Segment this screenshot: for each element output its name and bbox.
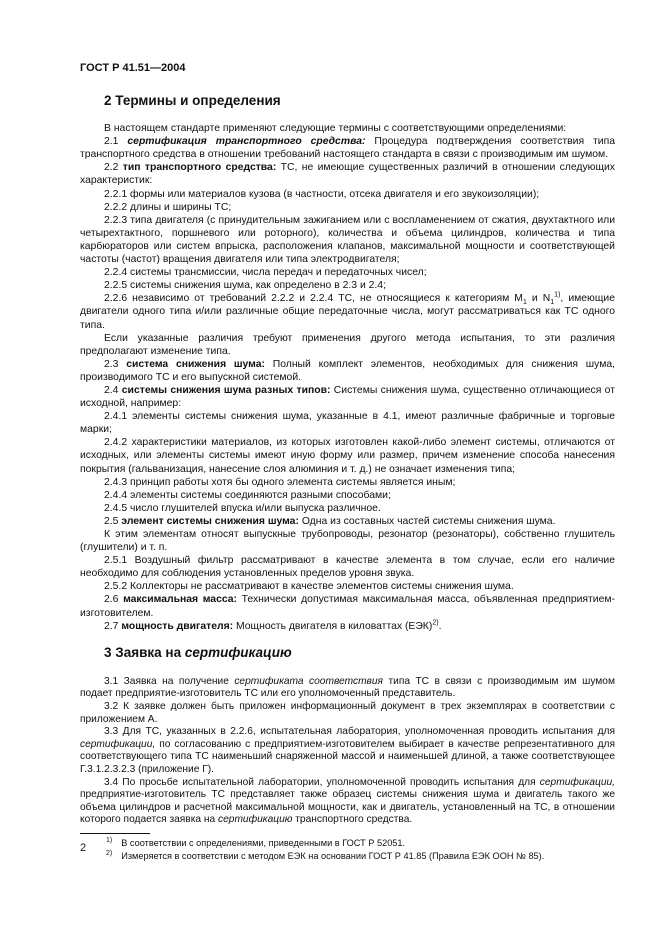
footnote-1: $^{1)}$ В соответствии с определениями, приведенными в ГОСТ Р 52051.: [106, 836, 406, 848]
term-2-7: мощность двигателя:: [121, 620, 234, 632]
paragraph-2-2: 2.2 тип транспортного средства: ТС, не имеющие существенных различий в отношении следующих характеристик:: [80, 162, 615, 187]
paragraph-2-4-5: 2.4.5 число глушителей впуска и/или выпуска различное.: [104, 502, 381, 514]
paragraph-2-7: 2.7 мощность двигателя: Мощность двигателя в киловаттах (ЕЭК)$^{2)}$.: [104, 619, 442, 632]
paragraph-differences: Если указанные различия требуют применения другого метода испытания, то эти различия предполагают изменение типа.: [80, 332, 615, 357]
paragraph-2-1: 2.1 сертификация транспортного средства: Процедура подтверждения соответствия типа транспортного средства в отношении требований настоящего стандарта в связи с производимым им шумом.: [80, 136, 615, 161]
term-2-5: элемент системы снижения шума:: [121, 515, 299, 527]
footnote-2: $^{2)}$ Измеряется в соответствии с методом ЕЭК на основании ГОСТ Р 41.85 (Правила ЕЭК ООН № 85).: [106, 849, 545, 861]
section-3-title: 3 Заявка на сертификацию: [104, 644, 292, 660]
term-2-2: тип транспортного средства:: [122, 162, 277, 174]
paragraph-2-2-4: 2.2.4 системы трансмиссии, числа передач и передаточных чисел;: [104, 267, 427, 279]
paragraph-3-2: 3.2 К заявке должен быть приложен информационный документ в трех экземплярах в соответствии с приложением А.: [80, 701, 615, 725]
paragraph-3-4: 3.4 По просьбе испытательной лаборатории, уполномоченной проводить испытания для сертификации, предприятие-изготовитель ТС представляет также образец системы снижения шума и двигатель такого же объема цилиндров и расчетной максимальной мощности, как и двигатель, установленный на ТС, в отношении которого подается заявка на сертификацию транспортного средства.: [80, 776, 615, 826]
term-2-6: максимальная масса:: [123, 594, 238, 606]
paragraph-2-2-3: 2.2.3 типа двигателя (с принудительным зажиганием или с воспламенением от сжатия, двухтактного или четырехтактного, поршневого или роторного), количества и объема цилиндров, количества и типа карбюраторов или систем впрыска, расположения клапанов, максимальной мощности и соответствующей частоты (частот) вращения двигателя или типа электродвигателя;: [80, 214, 615, 266]
paragraph-2-5: 2.5 элемент системы снижения шума: Одна из составных частей системы снижения шума.: [104, 515, 556, 527]
paragraph-2-4-2: 2.4.2 характеристики материалов, из которых изготовлен какой-либо элемент системы, отличаются от исходных, или элементы системы имеют иную форму или размер, причем изменение способа нанесения покрытия (гальванизация, нанесение слоя алюминия и т. д.) не означает изменения типа;: [80, 437, 615, 475]
paragraph-intro: В настоящем стандарте применяют следующие термины с соответствующими определениями:: [104, 123, 567, 135]
paragraph-3-3: 3.3 Для ТС, указанных в 2.2.6, испытательная лаборатория, уполномоченная проводить испытания для сертификации, по согласованию с предприятием-изготовителем выбирает в качестве репрезентативного для соответствующего типа ТС наименьший снаряженной массой и наименьшей длиной, а также соответствующее Г.3.1.2.3.2.3 (приложение Г).: [80, 726, 615, 775]
section-3-body: [80, 676, 615, 827]
term-2-1: сертификация транспортного средства:: [127, 136, 366, 148]
paragraph-3-1: 3.1 Заявка на получение сертификата соответствия типа ТС в связи с производимым им шумом подает предприятие-изготовитель ТС или его уполномоченный представитель.: [80, 675, 615, 700]
paragraph-2-6: 2.6 максимальная масса: Технически допустимая максимальная масса, объявленная предприятием-изготовителем.: [80, 594, 615, 619]
footnote-divider: [80, 833, 150, 834]
paragraph-2-2-5: 2.2.5 системы снижения шума, как определено в 2.3 и 2.4;: [104, 280, 386, 292]
paragraph-2-2-2: 2.2.2 длины и ширины ТС;: [104, 201, 232, 213]
paragraph-2-2-6: 2.2.6 независимо от требований 2.2.2 и 2.2.4 ТС, не относящиеся к категориям $М_1$ и $N_1^{1)}$, имеющие двигатели одного типа и/или различные общие передаточные числа, могут рассматриваться как ТС одного типа.: [80, 291, 615, 331]
paragraph-2-3: 2.3 система снижения шума: Полный комплект элементов, необходимых для снижения шума, производимого ТС и его выпускной системой.: [80, 358, 616, 383]
term-2-4: системы снижения шума разных типов:: [121, 384, 331, 396]
section-2-title: 2 Термины и определения: [104, 93, 281, 108]
paragraph-2-5-2: 2.5.2 Коллекторы не рассматривают в качестве элементов системы снижения шума.: [104, 581, 514, 593]
paragraph-2-4-4: 2.4.4 элементы системы соединяются разными способами;: [104, 489, 391, 501]
page-header: ГОСТ Р 41.51—2004: [80, 62, 186, 74]
term-2-3: система снижения шума:: [126, 358, 265, 370]
paragraph-2-2-1: 2.2.1 формы или материалов кузова (в частности, отсека двигателя и его звукоизоляции);: [104, 188, 540, 200]
page-number: 2: [80, 842, 87, 854]
paragraph-2-4: 2.4 системы снижения шума разных типов: Системы снижения шума, существенно отличающиеся от исходной, например:: [80, 384, 615, 410]
paragraph-2-4-1: 2.4.1 элементы системы снижения шума, указанные в 4.1, имеют различные фабричные и торговые марки;: [80, 411, 615, 436]
footnote-ref-2: 2): [432, 619, 439, 627]
paragraph-2-5-1: 2.5.1 Воздушный фильтр рассматривают в качестве элемента в том случае, если его наличие необходимо для соблюдения установленных пределов уровня звука.: [80, 555, 615, 580]
paragraph-2-4-3: 2.4.3 принцип работы хотя бы одного элемента системы является иным;: [104, 476, 456, 488]
footnote-ref-1: 1): [554, 291, 561, 299]
paragraph-2-5-elements: К этим элементам относят выпускные трубопроводы, резонатор (резонаторы), собственно глушитель (глушители) и т. п.: [80, 529, 615, 554]
page-content: [80, 92, 615, 862]
